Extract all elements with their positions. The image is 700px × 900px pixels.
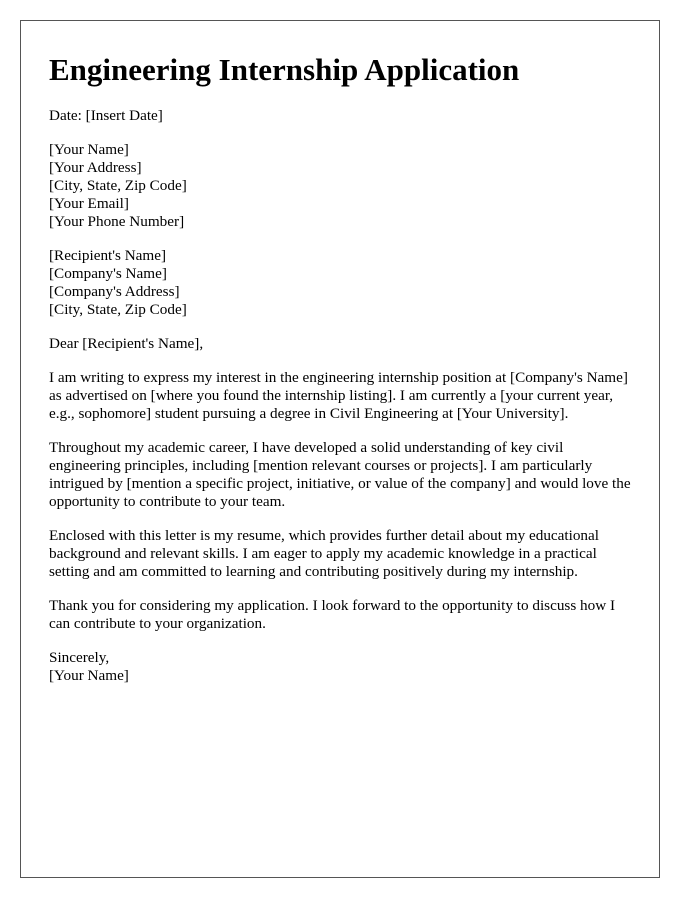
body-paragraph-enclosure: Enclosed with this letter is my resume, which provides further detail about my educational background and relevant skills. I am eager to apply my academic knowledge in a practical setting and am committed to learning and contributing positively during my internship. <box>49 527 599 580</box>
signature-name: [Your Name] <box>49 667 129 684</box>
sender-phone: [Your Phone Number] <box>49 213 185 230</box>
recipient-city-state-zip: [City, State, Zip Code] <box>49 301 187 318</box>
sender-address: [Your Address] <box>49 159 142 176</box>
recipient-address-block <box>49 247 631 319</box>
salutation: Dear [Recipient's Name], <box>49 335 204 352</box>
letter-page <box>20 20 660 878</box>
date-line: Date: [Insert Date] <box>49 107 163 124</box>
closing-block <box>49 649 631 685</box>
body-paragraph-intro: I am writing to express my interest in the engineering internship position at [Company's Name] as advertised on [where you found the internship listing]. I am currently a [your current year, e.g., sophomore] student pursuing a degree in Civil Engineering at [Your University]. <box>49 369 628 422</box>
sender-email: [Your Email] <box>49 195 129 212</box>
sender-city-state-zip: [City, State, Zip Code] <box>49 177 187 194</box>
body-paragraph-thanks: Thank you for considering my application. I look forward to the opportunity to discuss how I can contribute to your organization. <box>49 597 616 632</box>
closing: Sincerely, <box>49 649 110 666</box>
letter-title: Engineering Internship Application <box>49 52 520 87</box>
recipient-name: [Recipient's Name] <box>49 247 167 264</box>
recipient-company-address: [Company's Address] <box>49 283 180 300</box>
recipient-company: [Company's Name] <box>49 265 167 282</box>
sender-address-block <box>49 141 631 231</box>
sender-name: [Your Name] <box>49 141 129 158</box>
body-paragraph-background: Throughout my academic career, I have developed a solid understanding of key civil engineering principles, including [mention relevant courses or projects]. I am particularly intrigued by [mention a specific project, initiative, or value of the company] and would love the opportunity to contribute to your team. <box>49 439 631 510</box>
